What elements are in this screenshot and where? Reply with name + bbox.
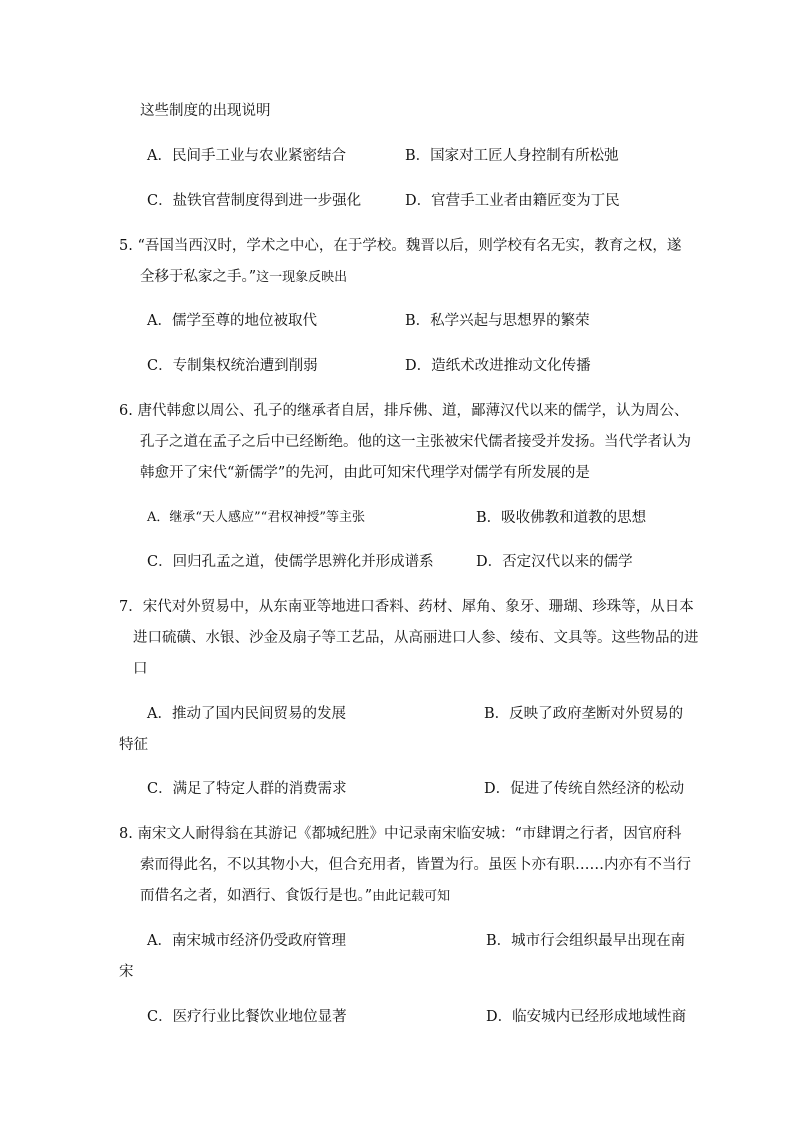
q6-option-d[interactable]: D．否定汉代以来的儒学 (476, 554, 633, 570)
q5-option-a[interactable]: A．儒学至尊的地位被取代 (147, 313, 317, 329)
q8-option-a[interactable]: A．南宋城市经济仍受政府管理 (147, 933, 346, 949)
q8-quote-end: 而借名之者，如酒行、食饭行是也。” (140, 888, 373, 904)
q6-stem-line2: 孔子之道在孟子之后中已经断绝。他的这一主张被宋代儒者接受并发扬。当代学者认为 (140, 434, 691, 450)
q7-stem-line3: 口 (133, 661, 148, 677)
q7-option-d[interactable]: D．促进了传统自然经济的松动 (484, 781, 685, 797)
q8-question: 由此记载可知 (372, 889, 451, 904)
q7-option-b-continued: 特征 (119, 737, 148, 753)
q5-option-d[interactable]: D．造纸术改进推动文化传播 (405, 358, 591, 374)
q8-stem-line3 (140, 886, 450, 907)
q8-option-c[interactable]: C．医疗行业比餐饮业地位显著 (147, 1009, 347, 1025)
q8-stem-line1: 8. 南宋文人耐得翁在其游记《都城纪胜》中记录南宋临安城：“市肆谓之行者，因官府科 (119, 826, 682, 842)
q8-stem-line2: 索而得此名，不以其物小大，但合充用者，皆置为行。虽医卜亦有职……内亦有不当行 (140, 857, 691, 873)
q4-option-c[interactable]: C．盐铁官营制度得到进一步强化 (147, 193, 362, 209)
q7-option-a[interactable]: A．推动了国内民间贸易的发展 (147, 706, 346, 722)
q5-option-c[interactable]: C．专制集权统治遭到削弱 (147, 358, 318, 374)
q6-option-c[interactable]: C．回归孔孟之道，使儒学思辨化并形成谱系 (147, 554, 434, 570)
q5-option-b[interactable]: B．私学兴起与思想界的繁荣 (405, 313, 590, 329)
q7-stem-line1: 7．宋代对外贸易中，从东南亚等地进口香料、药材、犀角、象牙、珊瑚、珍珠等，从日本 (119, 599, 694, 615)
q7-option-b[interactable]: B．反映了政府垄断对外贸易的 (484, 706, 684, 722)
q4-option-a[interactable]: A．民间手工业与农业紧密结合 (147, 148, 346, 164)
q8-option-b-continued: 宋 (119, 964, 134, 980)
q6-stem-line1: 6. 唐代韩愈以周公、孔子的继承者自居，排斥佛、道，鄙薄汉代以来的儒学，认为周公、 (119, 403, 689, 419)
q8-option-b[interactable]: B．城市行会组织最早出现在南 (486, 933, 686, 949)
q6-stem-line3: 韩愈开了宋代“新儒学”的先河，由此可知宋代理学对儒学有所发展的是 (140, 465, 590, 481)
q4-stem-end: 这些制度的出现说明 (140, 103, 271, 119)
q5-quote-end: 全移于私家之手。” (140, 269, 257, 285)
q7-option-c[interactable]: C．满足了特定人群的消费需求 (147, 781, 347, 797)
q8-option-d[interactable]: D．临安城内已经形成地域性商 (486, 1009, 687, 1025)
q5-stem-line2 (140, 267, 347, 288)
q6-option-b[interactable]: B．吸收佛教和道教的思想 (476, 510, 647, 526)
q7-stem-line2: 进口硫磺、水银、沙金及扇子等工艺品，从高丽进口人参、绫布、文具等。这些物品的进 (133, 630, 699, 646)
q6-option-a[interactable]: A．继承“天人感应”“君权神授”等主张 (147, 510, 365, 525)
q4-option-d[interactable]: D．官营手工业者由籍匠变为丁民 (405, 193, 620, 209)
q5-question: 这一现象反映出 (256, 270, 348, 285)
q4-option-b[interactable]: B．国家对工匠人身控制有所松弛 (405, 148, 619, 164)
q5-stem-line1: 5. “吾国当西汉时，学术之中心，在于学校。魏晋以后，则学校有名无实，教育之权，遂 (119, 238, 682, 254)
